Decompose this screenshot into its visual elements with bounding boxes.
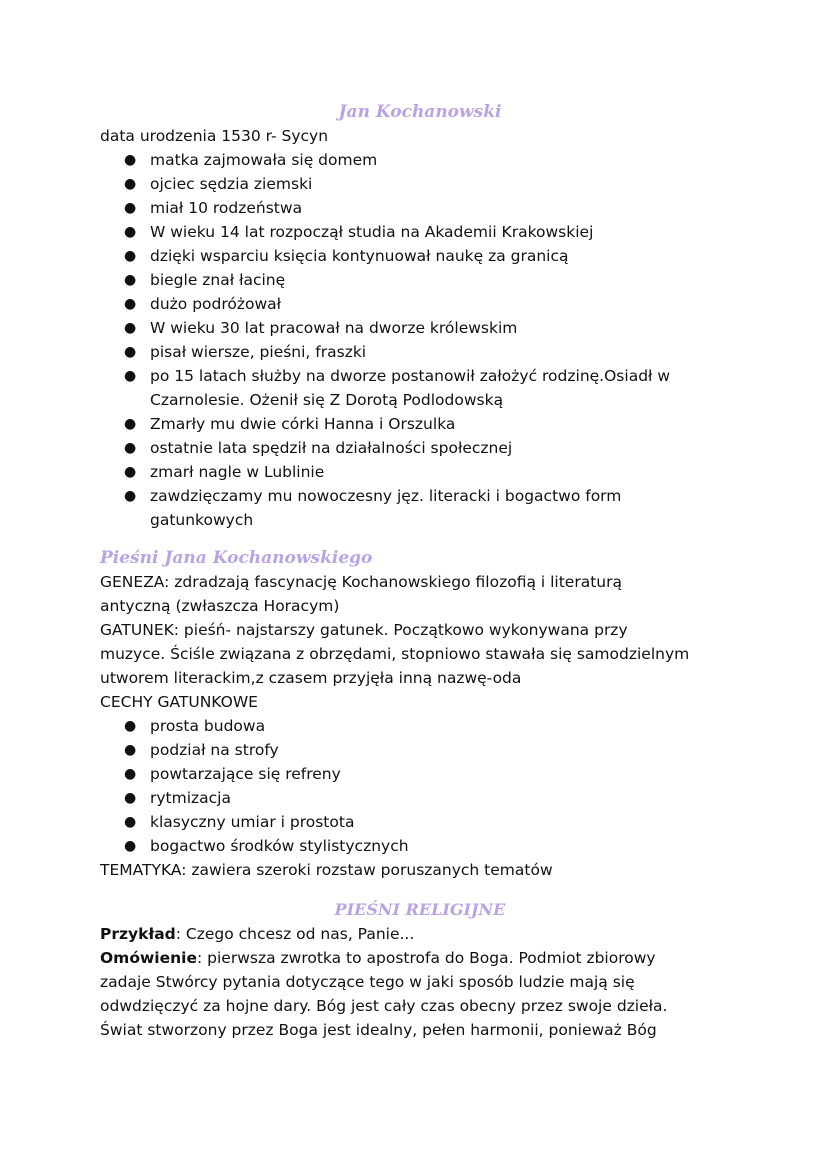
bullet-icon: ● bbox=[124, 176, 137, 192]
feature-item: ● bogactwo środków stylistycznych bbox=[100, 834, 740, 858]
discussion-line-3: odwdzięczyć za hojne dary. Bóg jest cały czas obecny przez swoje dzieła. bbox=[100, 997, 668, 1015]
discussion-line bbox=[100, 946, 740, 970]
biography-item: ● dużo podróżował bbox=[100, 292, 740, 316]
biography-item: ● W wieku 14 lat rozpoczął studia na Akademii Krakowskiej bbox=[100, 220, 740, 244]
cechy-heading: CECHY GATUNKOWE bbox=[100, 693, 258, 711]
bullet-icon: ● bbox=[124, 488, 137, 504]
discussion-text: : pierwsza zwrotka to apostrofa do Boga. Podmiot zbiorowy bbox=[196, 949, 656, 967]
biography-item: ● po 15 latach służby na dworze postanowił założyć rodzinę.Osiadł w Czarnolesie. Ożenił się Z Dorotą Podlodowską bbox=[100, 364, 740, 412]
bullet-icon: ● bbox=[124, 224, 137, 240]
gatunek-line-3: utworem literackim,z czasem przyjęła inną nazwę-oda bbox=[100, 669, 522, 687]
example-text: : Czego chcesz od nas, Panie... bbox=[175, 925, 415, 943]
biography-item: ● biegle znał łacinę bbox=[100, 268, 740, 292]
bullet-icon: ● bbox=[124, 838, 137, 854]
bullet-icon: ● bbox=[124, 718, 137, 734]
bullet-icon: ● bbox=[124, 742, 137, 758]
gatunek-line-2: muzyce. Ściśle związana z obrzędami, stopniowo stawała się samodzielnym bbox=[100, 645, 690, 663]
bullet-icon: ● bbox=[124, 766, 137, 782]
feature-item: ● podział na strofy bbox=[100, 738, 740, 762]
biography-item: ● W wieku 30 lat pracował na dworze królewskim bbox=[100, 316, 740, 340]
features-list bbox=[100, 714, 740, 858]
biography-item: ● ostatnie lata spędził na działalności społecznej bbox=[100, 436, 740, 460]
example-line bbox=[100, 922, 740, 946]
discussion-line-4: Świat stworzony przez Boga jest idealny, pełen harmonii, ponieważ Bóg bbox=[100, 1021, 657, 1039]
bullet-icon: ● bbox=[124, 200, 137, 216]
discussion-line-2: zadaje Stwórcy pytania dotyczące tego w jaki sposób ludzie mają się bbox=[100, 973, 635, 991]
biography-item: ● dzięki wsparciu księcia kontynuował naukę za granicą bbox=[100, 244, 740, 268]
biography-item: ● zawdzięczamy mu nowoczesny jęz. literacki i bogactwo form gatunkowych bbox=[100, 484, 740, 532]
biography-item: ● pisał wiersze, pieśni, fraszki bbox=[100, 340, 740, 364]
biography-item: ● zmarł nagle w Lublinie bbox=[100, 460, 740, 484]
bullet-icon: ● bbox=[124, 814, 137, 830]
bullet-icon: ● bbox=[124, 320, 137, 336]
bullet-icon: ● bbox=[124, 416, 137, 432]
bullet-icon: ● bbox=[124, 344, 137, 360]
feature-item: ● powtarzające się refreny bbox=[100, 762, 740, 786]
bullet-icon: ● bbox=[124, 248, 137, 264]
bullet-icon: ● bbox=[124, 152, 137, 168]
title-jan-kochanowski: Jan Kochanowski bbox=[338, 102, 502, 122]
biography-item: ● miał 10 rodzeństwa bbox=[100, 196, 740, 220]
biography-item: ● ojciec sędzia ziemski bbox=[100, 172, 740, 196]
bullet-icon: ● bbox=[124, 440, 137, 456]
bullet-icon: ● bbox=[124, 464, 137, 480]
feature-item: ● rytmizacja bbox=[100, 786, 740, 810]
bullet-icon: ● bbox=[124, 790, 137, 806]
feature-item: ● prosta budowa bbox=[100, 714, 740, 738]
bullet-icon: ● bbox=[124, 296, 137, 312]
example-label: Przykład bbox=[100, 925, 176, 943]
bullet-icon: ● bbox=[124, 368, 137, 384]
title-piesni-religijne: PIEŚNI RELIGIJNE bbox=[334, 900, 506, 919]
birth-date-line: data urodzenia 1530 r- Sycyn bbox=[100, 127, 329, 145]
biography-item: ● Zmarły mu dwie córki Hanna i Orszulka bbox=[100, 412, 740, 436]
feature-item: ● klasyczny umiar i prostota bbox=[100, 810, 740, 834]
gatunek-line: GATUNEK: pieśń- najstarszy gatunek. Początkowo wykonywana przy bbox=[100, 621, 628, 639]
biography-item: ● matka zajmowała się domem bbox=[100, 148, 740, 172]
discussion-label: Omówienie bbox=[100, 949, 197, 967]
tematyka-line: TEMATYKA: zawiera szeroki rozstaw poruszanych tematów bbox=[100, 861, 553, 879]
geneza-line: GENEZA: zdradzają fascynację Kochanowskiego filozofią i literaturą bbox=[100, 573, 622, 591]
title-piesni: Pieśni Jana Kochanowskiego bbox=[100, 548, 373, 568]
biography-list bbox=[100, 148, 740, 532]
bullet-icon: ● bbox=[124, 272, 137, 288]
document-page bbox=[100, 100, 740, 1042]
geneza-line-2: antyczną (zwłaszcza Horacym) bbox=[100, 597, 340, 615]
